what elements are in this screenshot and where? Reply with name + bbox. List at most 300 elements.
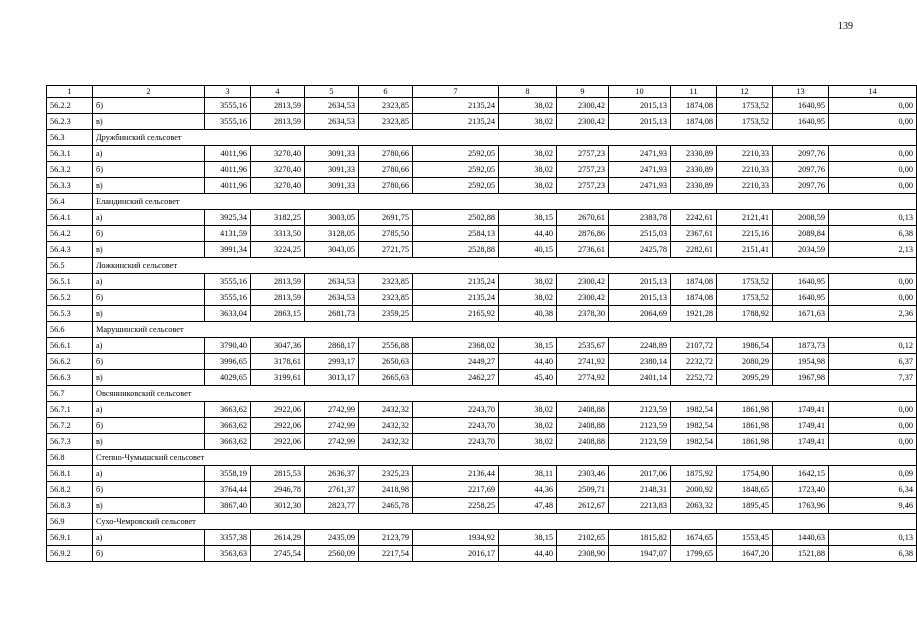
table-cell: 4011,96 [205,146,251,162]
table-cell: 2462,27 [413,370,499,386]
column-number: 9 [557,86,609,98]
table-cell: 2721,75 [359,242,413,258]
table-cell: 1982,54 [671,402,717,418]
table-row [47,306,917,322]
table-cell: 1440,63 [773,530,829,546]
table-cell: 2135,24 [413,114,499,130]
row-variant: а) [93,146,205,162]
table-cell: 2780,66 [359,178,413,194]
table-cell: 2742,99 [305,434,359,450]
table-row [47,226,917,242]
column-number: 8 [499,86,557,98]
table-cell: 1895,45 [717,498,773,514]
table-cell: 2665,63 [359,370,413,386]
table-cell: 1861,98 [717,402,773,418]
section-code: 56.3 [47,130,93,146]
row-code: 56.4.2 [47,226,93,242]
row-variant: б) [93,418,205,434]
row-code: 56.2.2 [47,98,93,114]
table-cell: 2863,15 [251,306,305,322]
table-cell: 1753,52 [717,274,773,290]
table-cell: 2774,92 [557,370,609,386]
table-cell: 3558,19 [205,466,251,482]
table-row [47,466,917,482]
table-cell: 2592,05 [413,146,499,162]
table-cell: 2408,88 [557,418,609,434]
row-code: 56.3.3 [47,178,93,194]
row-code: 56.8.3 [47,498,93,514]
row-code: 56.6.1 [47,338,93,354]
table-cell: 3091,33 [305,146,359,162]
table-cell: 44,40 [499,546,557,562]
table-cell: 47,48 [499,498,557,514]
table-cell: 0,12 [829,338,917,354]
table-cell: 1875,92 [671,466,717,482]
section-row [47,450,917,466]
table-cell: 2432,32 [359,418,413,434]
table-cell: 3633,04 [205,306,251,322]
table-cell: 2946,78 [251,482,305,498]
table-cell: 3555,16 [205,290,251,306]
table-cell: 2785,50 [359,226,413,242]
table-cell: 1986,54 [717,338,773,354]
table-cell: 38,15 [499,210,557,226]
column-number: 2 [93,86,205,98]
table-cell: 2248,89 [609,338,671,354]
table-cell: 3357,38 [205,530,251,546]
table-cell: 2815,53 [251,466,305,482]
table-cell: 1749,41 [773,402,829,418]
row-variant: в) [93,242,205,258]
table-cell: 2535,67 [557,338,609,354]
table-cell: 2813,59 [251,114,305,130]
table-cell: 2217,54 [359,546,413,562]
table-cell: 2471,93 [609,178,671,194]
table-cell: 1954,98 [773,354,829,370]
row-code: 56.5.2 [47,290,93,306]
table-cell: 1753,52 [717,114,773,130]
row-variant: а) [93,210,205,226]
section-title: Марушинский сельсовет [93,322,917,338]
table-cell: 2102,65 [557,530,609,546]
table-cell: 1749,41 [773,418,829,434]
row-code: 56.7.3 [47,434,93,450]
tariff-table [46,85,917,562]
row-variant: а) [93,466,205,482]
table-cell: 6,37 [829,354,917,370]
table-cell: 1934,92 [413,530,499,546]
row-variant: в) [93,434,205,450]
table-cell: 2016,17 [413,546,499,562]
table-cell: 2528,88 [413,242,499,258]
table-row [47,242,917,258]
row-code: 56.7.2 [47,418,93,434]
table-cell: 2509,71 [557,482,609,498]
table-cell: 2135,24 [413,274,499,290]
table-cell: 2876,86 [557,226,609,242]
table-cell: 2780,66 [359,146,413,162]
table-cell: 2215,16 [717,226,773,242]
row-variant: а) [93,338,205,354]
table-cell: 1967,98 [773,370,829,386]
table-cell: 2408,88 [557,402,609,418]
table-cell: 2213,83 [609,498,671,514]
table-row [47,546,917,562]
table-cell: 2330,89 [671,162,717,178]
row-variant: в) [93,306,205,322]
table-row [47,114,917,130]
table-cell: 1982,54 [671,418,717,434]
table-cell: 2300,42 [557,98,609,114]
table-cell: 2757,23 [557,146,609,162]
table-cell: 2449,27 [413,354,499,370]
table-cell: 2303,46 [557,466,609,482]
table-cell: 0,00 [829,434,917,450]
column-number: 11 [671,86,717,98]
table-cell: 0,13 [829,210,917,226]
table-row [47,370,917,386]
table-cell: 0,13 [829,530,917,546]
row-variant: в) [93,178,205,194]
table-row [47,482,917,498]
table-row [47,434,917,450]
table-row [47,162,917,178]
table-cell: 2922,06 [251,434,305,450]
table-cell: 2813,59 [251,290,305,306]
table-cell: 1763,96 [773,498,829,514]
table-cell: 2636,37 [305,466,359,482]
table-cell: 2015,13 [609,290,671,306]
table-cell: 2634,53 [305,98,359,114]
row-variant: б) [93,226,205,242]
table-cell: 3996,65 [205,354,251,370]
table-cell: 0,09 [829,466,917,482]
column-number: 10 [609,86,671,98]
table-cell: 2243,70 [413,418,499,434]
table-cell: 2634,53 [305,274,359,290]
table-cell: 1753,52 [717,290,773,306]
table-row [47,210,917,226]
table-cell: 2418,98 [359,482,413,498]
table-cell: 2323,85 [359,274,413,290]
table-cell: 2813,59 [251,98,305,114]
table-cell: 3925,34 [205,210,251,226]
row-code: 56.4.3 [47,242,93,258]
table-cell: 1723,40 [773,482,829,498]
table-cell: 2757,23 [557,162,609,178]
table-cell: 3663,62 [205,402,251,418]
table-cell: 0,00 [829,178,917,194]
row-code: 56.2.3 [47,114,93,130]
table-cell: 6,34 [829,482,917,498]
row-variant: б) [93,546,205,562]
table-cell: 2258,25 [413,498,499,514]
table-cell: 0,00 [829,114,917,130]
row-variant: в) [93,498,205,514]
table-cell: 1521,88 [773,546,829,562]
row-variant: а) [93,274,205,290]
column-number: 12 [717,86,773,98]
table-cell: 2383,78 [609,210,671,226]
row-variant: а) [93,530,205,546]
table-cell: 2465,78 [359,498,413,514]
table-cell: 3013,17 [305,370,359,386]
table-cell: 2584,13 [413,226,499,242]
column-number: 13 [773,86,829,98]
table-cell: 1640,95 [773,274,829,290]
table-cell: 0,00 [829,402,917,418]
table-cell: 2823,77 [305,498,359,514]
table-cell: 2435,09 [305,530,359,546]
table-cell: 2232,72 [671,354,717,370]
table-cell: 0,00 [829,162,917,178]
table-cell: 1982,54 [671,434,717,450]
table-cell: 3178,61 [251,354,305,370]
table-cell: 0,00 [829,146,917,162]
section-title: Степно-Чумышский сельсовет [93,450,917,466]
table-cell: 2015,13 [609,274,671,290]
table-row [47,402,917,418]
table-cell: 2556,88 [359,338,413,354]
table-cell: 2165,92 [413,306,499,322]
table-cell: 1671,63 [773,306,829,322]
table-cell: 2217,69 [413,482,499,498]
table-cell: 3128,05 [305,226,359,242]
row-variant: б) [93,482,205,498]
table-cell: 3091,33 [305,178,359,194]
table-cell: 2000,92 [671,482,717,498]
table-cell: 2123,59 [609,418,671,434]
table-cell: 2282,61 [671,242,717,258]
table-cell: 2135,24 [413,290,499,306]
table-cell: 2210,33 [717,146,773,162]
table-cell: 3270,40 [251,178,305,194]
table-cell: 44,36 [499,482,557,498]
table-row [47,290,917,306]
table-cell: 2614,29 [251,530,305,546]
table-cell: 2502,88 [413,210,499,226]
table-cell: 3313,50 [251,226,305,242]
table-row [47,354,917,370]
table-cell: 2922,06 [251,402,305,418]
table-cell: 2650,63 [359,354,413,370]
table-cell: 2634,53 [305,114,359,130]
table-cell: 2300,42 [557,290,609,306]
table-cell: 1874,08 [671,114,717,130]
table-cell: 1874,08 [671,98,717,114]
row-code: 56.3.1 [47,146,93,162]
table-cell: 3091,33 [305,162,359,178]
section-code: 56.6 [47,322,93,338]
table-cell: 0,00 [829,418,917,434]
section-code: 56.9 [47,514,93,530]
row-code: 56.6.3 [47,370,93,386]
table-cell: 3555,16 [205,114,251,130]
table-cell: 2993,17 [305,354,359,370]
table-cell: 38,11 [499,466,557,482]
table-cell: 40,38 [499,306,557,322]
table-cell: 2471,93 [609,162,671,178]
section-title: Дружбинский сельсовет [93,130,917,146]
row-code: 56.7.1 [47,402,93,418]
table-cell: 1873,73 [773,338,829,354]
table-cell: 2017,06 [609,466,671,482]
table-cell: 2064,69 [609,306,671,322]
table-cell: 3003,05 [305,210,359,226]
row-code: 56.8.1 [47,466,93,482]
table-cell: 1553,45 [717,530,773,546]
table-cell: 2515,03 [609,226,671,242]
table-cell: 2742,99 [305,418,359,434]
table-cell: 38,02 [499,418,557,434]
table-cell: 38,15 [499,530,557,546]
table-row [47,274,917,290]
row-variant: в) [93,370,205,386]
table-cell: 2592,05 [413,162,499,178]
table-cell: 3555,16 [205,98,251,114]
table-cell: 38,02 [499,162,557,178]
table-row [47,418,917,434]
table-cell: 2612,67 [557,498,609,514]
table-cell: 3270,40 [251,146,305,162]
table-cell: 2425,78 [609,242,671,258]
table-cell: 2097,76 [773,162,829,178]
table-cell: 7,37 [829,370,917,386]
table-cell: 2323,85 [359,98,413,114]
table-cell: 4131,59 [205,226,251,242]
table-cell: 2107,72 [671,338,717,354]
table-cell: 38,15 [499,338,557,354]
table-cell: 2868,17 [305,338,359,354]
table-cell: 4011,96 [205,178,251,194]
table-cell: 2736,61 [557,242,609,258]
column-number: 14 [829,86,917,98]
table-cell: 2670,61 [557,210,609,226]
table-cell: 2121,41 [717,210,773,226]
table-cell: 2741,92 [557,354,609,370]
column-number: 1 [47,86,93,98]
table-cell: 2432,32 [359,402,413,418]
table-cell: 2922,06 [251,418,305,434]
table-cell: 1921,28 [671,306,717,322]
table-cell: 3663,62 [205,434,251,450]
table-row [47,146,917,162]
table-cell: 2034,59 [773,242,829,258]
table-cell: 0,00 [829,274,917,290]
table-cell: 44,40 [499,226,557,242]
table-cell: 2063,32 [671,498,717,514]
table-cell: 1815,82 [609,530,671,546]
table-cell: 0,00 [829,98,917,114]
table-cell: 2634,53 [305,290,359,306]
table-cell: 3764,44 [205,482,251,498]
table-cell: 3790,40 [205,338,251,354]
table-cell: 2015,13 [609,98,671,114]
section-title: Сухо-Чемровский сельсовет [93,514,917,530]
row-variant: в) [93,114,205,130]
table-cell: 2123,79 [359,530,413,546]
row-variant: а) [93,402,205,418]
table-cell: 2681,73 [305,306,359,322]
table-cell: 3555,16 [205,274,251,290]
row-code: 56.3.2 [47,162,93,178]
row-variant: б) [93,354,205,370]
table-cell: 1753,52 [717,98,773,114]
section-title: Еландинский сельсовет [93,194,917,210]
table-cell: 1799,65 [671,546,717,562]
table-cell: 2432,32 [359,434,413,450]
row-code: 56.5.3 [47,306,93,322]
table-cell: 2368,02 [413,338,499,354]
table-cell: 38,02 [499,98,557,114]
table-cell: 0,00 [829,290,917,306]
column-number: 7 [413,86,499,98]
table-cell: 38,02 [499,274,557,290]
section-code: 56.4 [47,194,93,210]
table-cell: 2367,61 [671,226,717,242]
section-row [47,514,917,530]
table-cell: 2757,23 [557,178,609,194]
table-cell: 1749,41 [773,434,829,450]
table-cell: 38,02 [499,114,557,130]
table-cell: 2136,44 [413,466,499,482]
table-cell: 3182,25 [251,210,305,226]
table-cell: 2015,13 [609,114,671,130]
table-cell: 2691,75 [359,210,413,226]
section-row [47,322,917,338]
table-cell: 2330,89 [671,178,717,194]
table-cell: 2123,59 [609,434,671,450]
table-cell: 38,02 [499,290,557,306]
table-cell: 1640,95 [773,98,829,114]
page-number: 139 [838,21,853,32]
table-cell: 3224,25 [251,242,305,258]
table-cell: 2242,61 [671,210,717,226]
table-cell: 38,02 [499,178,557,194]
table-cell: 2095,29 [717,370,773,386]
table-cell: 4029,65 [205,370,251,386]
row-code: 56.4.1 [47,210,93,226]
table-cell: 2378,30 [557,306,609,322]
section-code: 56.7 [47,386,93,402]
row-variant: б) [93,162,205,178]
table-cell: 2210,33 [717,162,773,178]
section-title: Ложкинский сельсовет [93,258,917,274]
table-cell: 2210,33 [717,178,773,194]
table-row [47,498,917,514]
table-cell: 6,38 [829,226,917,242]
table-cell: 2323,85 [359,114,413,130]
table-cell: 2008,59 [773,210,829,226]
section-code: 56.5 [47,258,93,274]
column-number: 3 [205,86,251,98]
table-cell: 3270,40 [251,162,305,178]
row-code: 56.6.2 [47,354,93,370]
table-cell: 2780,66 [359,162,413,178]
table-cell: 2148,31 [609,482,671,498]
table-cell: 2089,84 [773,226,829,242]
table-cell: 2359,25 [359,306,413,322]
table-cell: 3991,34 [205,242,251,258]
table-cell: 4011,96 [205,162,251,178]
table-cell: 2408,88 [557,434,609,450]
table-cell: 3047,36 [251,338,305,354]
table-cell: 3199,61 [251,370,305,386]
table-cell: 1947,07 [609,546,671,562]
column-number: 5 [305,86,359,98]
table-row [47,530,917,546]
table-row [47,178,917,194]
